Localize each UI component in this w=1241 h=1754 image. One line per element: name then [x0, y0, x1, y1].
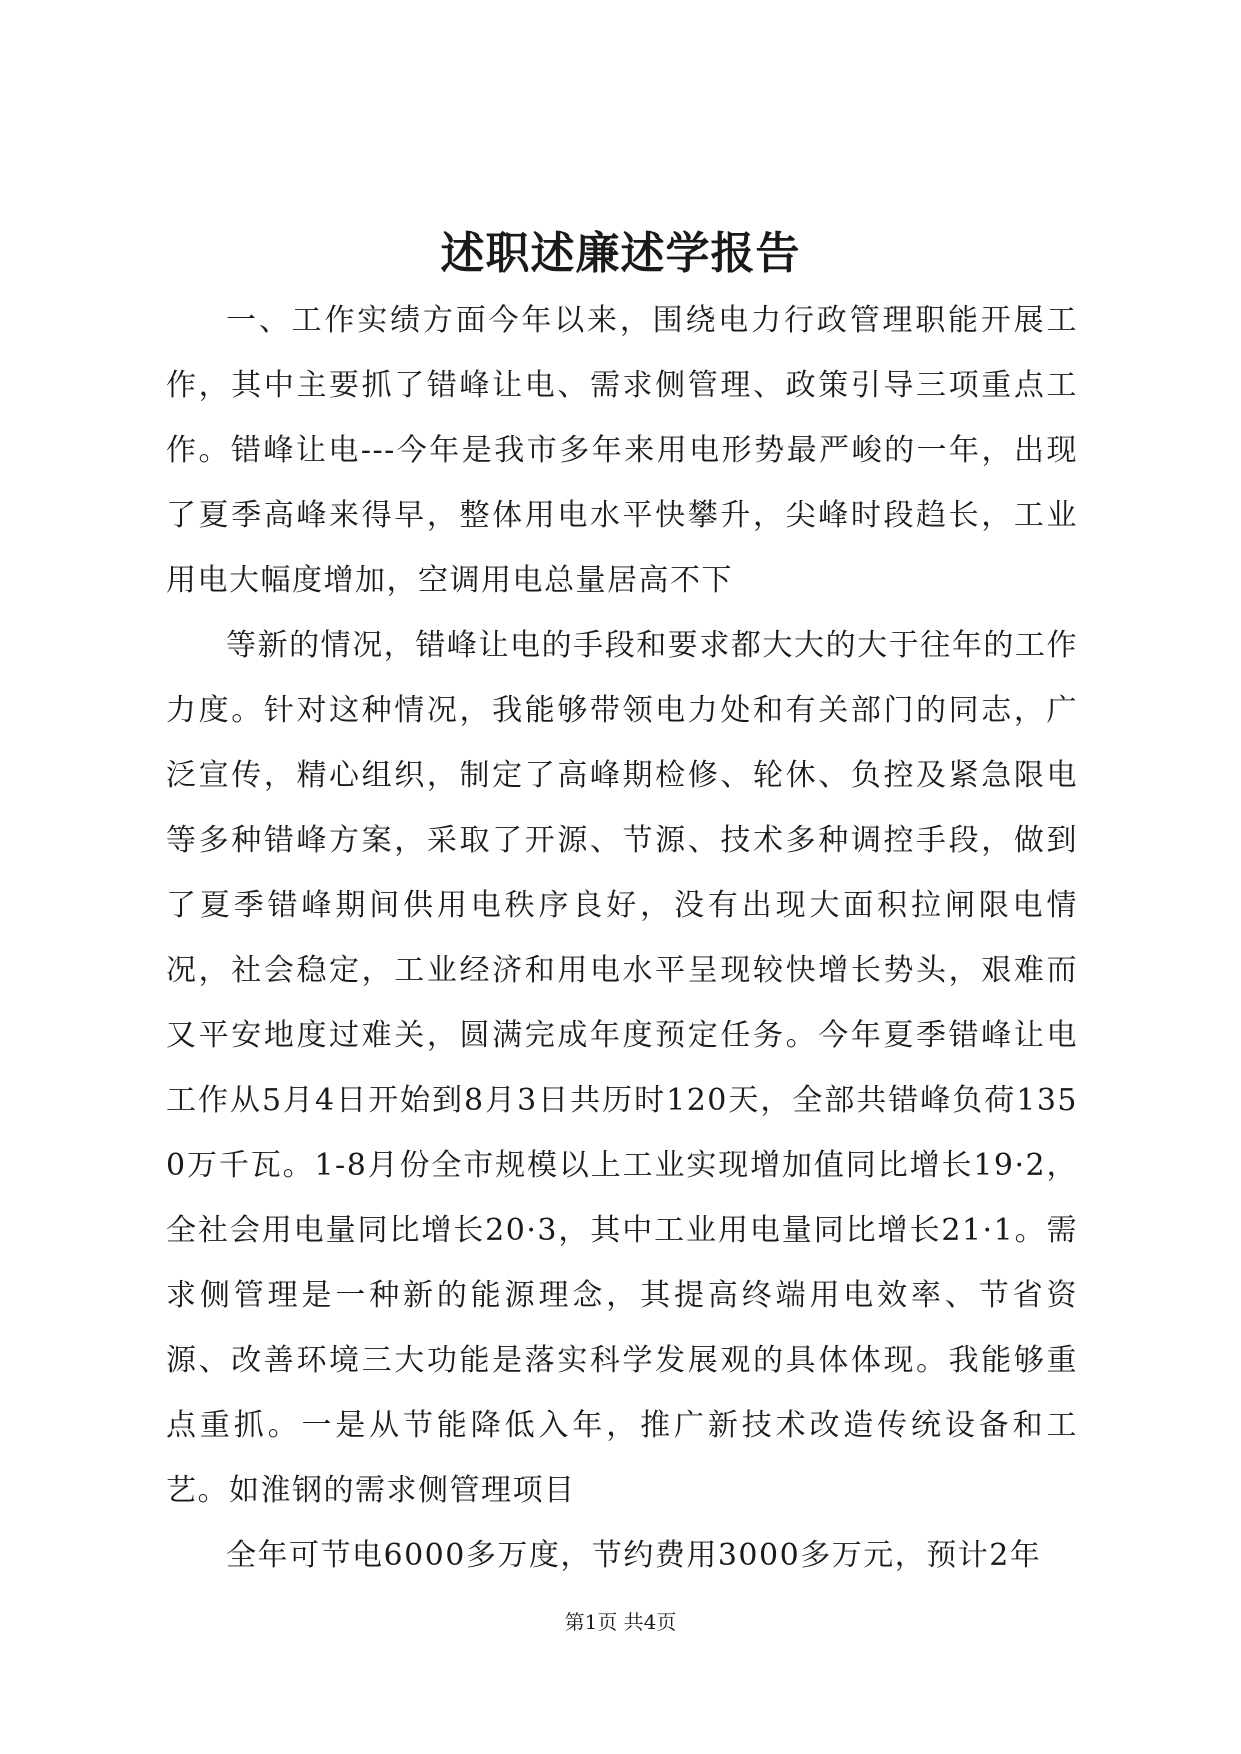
paragraph-1: 一、工作实绩方面今年以来，围绕电力行政管理职能开展工作，其中主要抓了错峰让电、需求侧管理、政策引导三项重点工作。错峰让电---今年是我市多年来用电形势最严峻的一年，出现了夏季高峰来得早，整体用电水平快攀升，尖峰时段趋长，工业用电大幅度增加，空调用电总量居高不下: [166, 303, 1078, 598]
paragraph-3: 全年可节电6000多万度，节约费用3000多万元，预计2年: [226, 1538, 1042, 1573]
document-title: 述职述廉述学报告: [440, 228, 801, 279]
page-number-footer: 第1页 共4页: [564, 1610, 677, 1634]
paragraph-2: 等新的情况，错峰让电的手段和要求都大大的大于往年的工作力度。针对这种情况，我能够带领电力处和有关部门的同志，广泛宣传，精心组织，制定了高峰期检修、轮休、负控及紧急限电等多种错峰方案，采取了开源、节源、技术多种调控手段，做到了夏季错峰期间供用电秩序良好，没有出现大面积拉闸限电情况，社会稳定，工业经济和用电水平呈现较快增长势头，艰难而又平安地度过难关，圆满完成年度预定任务。今年夏季错峰让电工作从5月4日开始到8月3日共历时120天，全部共错峰负荷1350万千瓦。1-8月份全市规模以上工业实现增加值同比增长19·2，全社会用电量同比增长20·3，其中工业用电量同比增长21·1。需求侧管理是一种新的能源理念，其提高终端用电效率、节省资源、改善环境三大功能是落实科学发展观的具体体现。我能够重点重抓。一是从节能降低入年，推广新技术改造传统设备和工艺。如淮钢的需求侧管理项目: [166, 628, 1078, 1508]
document-body: [166, 288, 1078, 1588]
